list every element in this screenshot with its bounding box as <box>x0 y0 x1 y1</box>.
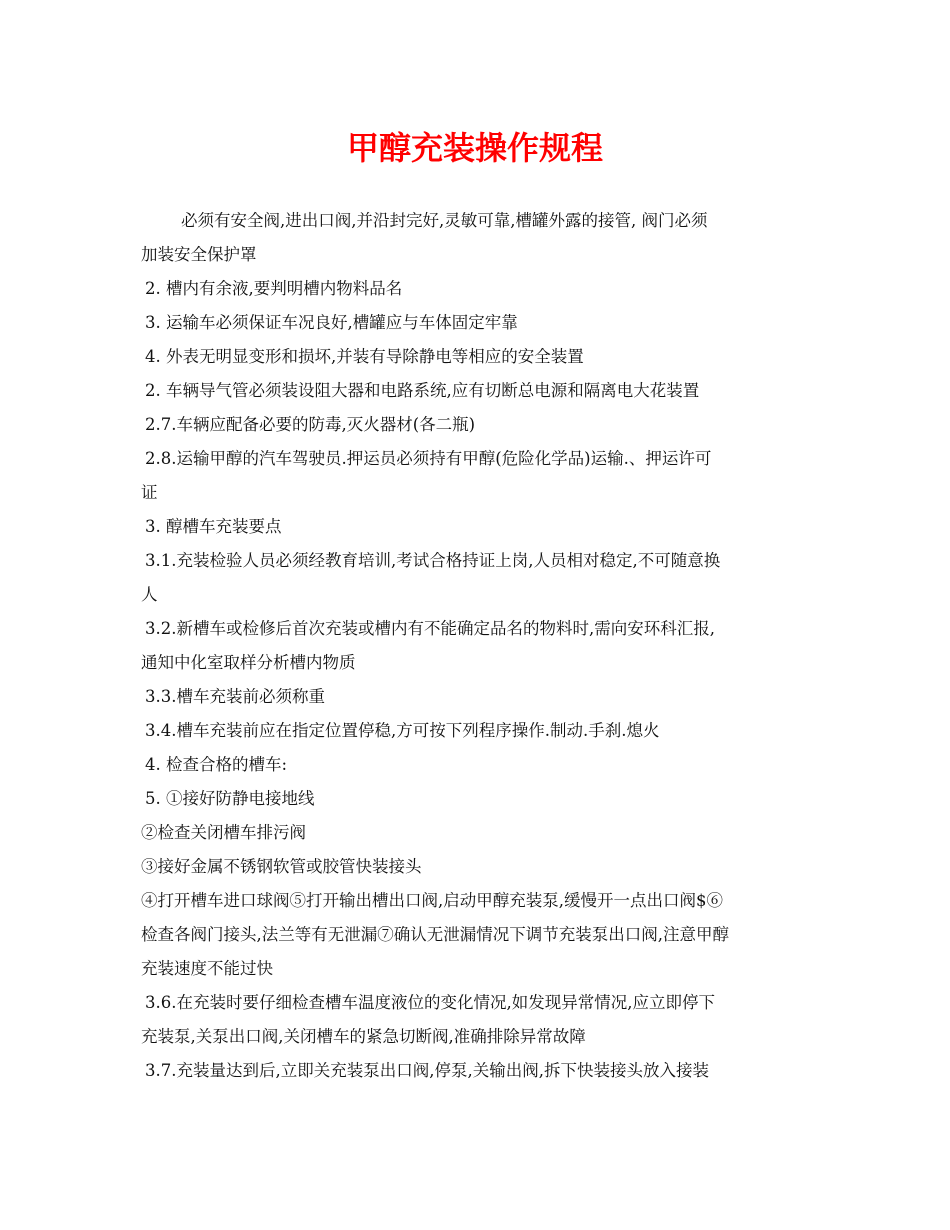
paragraph-line: 2.8.运输甲醇的汽车驾驶员.押运员必须持有甲醇(危险化学品)运输.、押运许可 <box>145 449 712 468</box>
paragraph-line: 加装安全保护罩 <box>141 245 257 264</box>
paragraph-line: 3. 运输车必须保证车况良好,槽罐应与车体固定牢靠 <box>145 313 518 332</box>
paragraph-line: 3.7.充装量达到后,立即关充装泵出口阀,停泵,关输出阀,拆下快装接头放入接装 <box>145 1061 709 1080</box>
paragraph-line: 充装泵,关泵出口阀,关闭槽车的紧急切断阀,准确排除异常故障 <box>141 1027 586 1046</box>
paragraph-line: 4. 外表无明显变形和损坏,并装有导除静电等相应的安全装置 <box>145 347 584 366</box>
document-title: 甲醇充装操作规程 <box>346 129 603 167</box>
paragraph-line: ②检查关闭槽车排污阀 <box>141 823 306 842</box>
paragraph-line: 3.1.充装检验人员必须经教育培训,考试合格持证上岗,人员相对稳定,不可随意换 <box>145 551 721 570</box>
paragraph-line: 3. 醇槽车充装要点 <box>145 517 282 536</box>
paragraph-line: 2. 槽内有余液,要判明槽内物料品名 <box>145 279 403 298</box>
paragraph-line: 4. 检查合格的槽车: <box>145 755 288 774</box>
paragraph-line: 3.6.在充装时要仔细检查槽车温度液位的变化情况,如发现异常情况,应立即停下 <box>145 993 715 1012</box>
paragraph-line: 2. 车辆导气管必须装设阻大器和电路系统,应有切断总电源和隔离电大花装置 <box>145 381 700 400</box>
paragraph-line: 3.4.槽车充装前应在指定位置停稳,方可按下列程序操作.制动.手刹.熄火 <box>145 721 660 740</box>
paragraph-line: 5. ①接好防静电接地线 <box>145 789 315 808</box>
paragraph-line: 检查各阀门接头,法兰等有无泄漏⑦确认无泄漏情况下调节充装泵出口阀,注意甲醇 <box>141 925 729 944</box>
paragraph-line: 通知中化室取样分析槽内物质 <box>141 653 356 672</box>
paragraph-line: 3.2.新槽车或检修后首次充装或槽内有不能确定品名的物料时,需向安环科汇报, <box>145 619 715 638</box>
paragraph-line: 2.7.车辆应配备必要的防毒,灭火器材(各二瓶) <box>145 415 476 434</box>
paragraph-line: ④打开槽车进口球阀⑤打开输出槽出口阀,启动甲醇充装泵,缓慢开一点出口阀$⑥ <box>141 891 723 910</box>
paragraph-line: 人 <box>141 585 158 604</box>
paragraph-line: ③接好金属不锈钢软管或胶管快装接头 <box>141 857 422 876</box>
document-body <box>141 204 813 1088</box>
paragraph-line: 证 <box>141 483 158 502</box>
paragraph-line: 必须有安全阀,进出口阀,并沿封完好,灵敏可靠,槽罐外露的接管, 阀门必须 <box>181 211 708 230</box>
paragraph-line: 3.3.槽车充装前必须称重 <box>145 687 325 706</box>
paragraph-line: 充装速度不能过快 <box>141 959 273 978</box>
